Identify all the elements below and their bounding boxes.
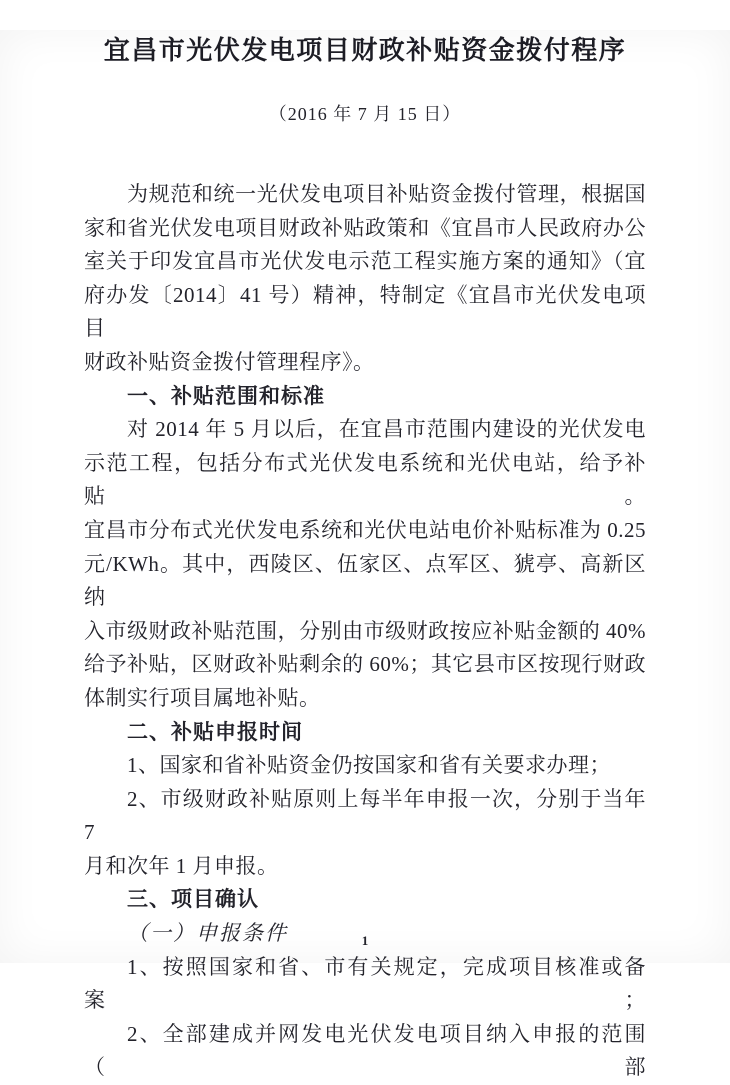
- text-line: 家和省光伏发电项目财政补贴政策和《宜昌市人民政府办公: [84, 215, 646, 240]
- text-line: 对 2014 年 5 月以后，在宜昌市范围内建设的光伏发电: [127, 417, 646, 442]
- text-line: 二、补贴申报时间: [127, 720, 303, 744]
- text-line: 体制实行项目属地补贴。: [84, 685, 321, 710]
- text-line: 1、国家和省补贴资金仍按国家和省有关要求办理；: [127, 753, 611, 778]
- text-line: 府办发〔2014〕41 号）精神，特制定《宜昌市光伏发电项目: [84, 282, 646, 341]
- document-title: 宜昌市光伏发电项目财政补贴资金拨付程序: [103, 36, 627, 65]
- text-line: 宜昌市分布式光伏发电系统和光伏电站电价补贴标准为 0.25: [84, 517, 646, 542]
- text-line: 1、按照国家和省、市有关规定，完成项目核准或备案；: [84, 954, 646, 1013]
- page-number: 1: [361, 933, 369, 948]
- text-line: 元/KWh。其中，西陵区、伍家区、点军区、猇亭、高新区纳: [84, 551, 646, 610]
- document-page: [0, 30, 730, 1080]
- text-line: 三、项目确认: [127, 888, 259, 912]
- text-line: 为规范和统一光伏发电项目补贴资金拨付管理，根据国: [127, 182, 646, 206]
- text-line: 给予补贴，区财政补贴剩余的 60%；其它县市区按现行财政: [84, 652, 646, 677]
- text-line: 月和次年 1 月申报。: [84, 853, 279, 878]
- text-line: 入市级财政补贴范围，分别由市级财政按应补贴金额的 40%: [84, 618, 646, 643]
- text-line: （一）申报条件: [127, 921, 288, 946]
- document-date: （2016 年 7 月 15 日）: [268, 104, 462, 124]
- text-line: 2、全部建成并网发电光伏发电项目纳入申报的范围（部: [84, 1021, 646, 1080]
- text-line: 示范工程，包括分布式光伏发电系统和光伏电站，给予补贴。: [84, 450, 646, 509]
- text-line: 2、市级财政补贴原则上每半年申报一次，分别于当年 7: [84, 786, 646, 845]
- text-line: 室关于印发宜昌市光伏发电示范工程实施方案的通知》（宜: [84, 249, 646, 274]
- text-line: 财政补贴资金拨付管理程序》。: [84, 349, 375, 374]
- text-line: 一、补贴范围和标准: [127, 384, 325, 408]
